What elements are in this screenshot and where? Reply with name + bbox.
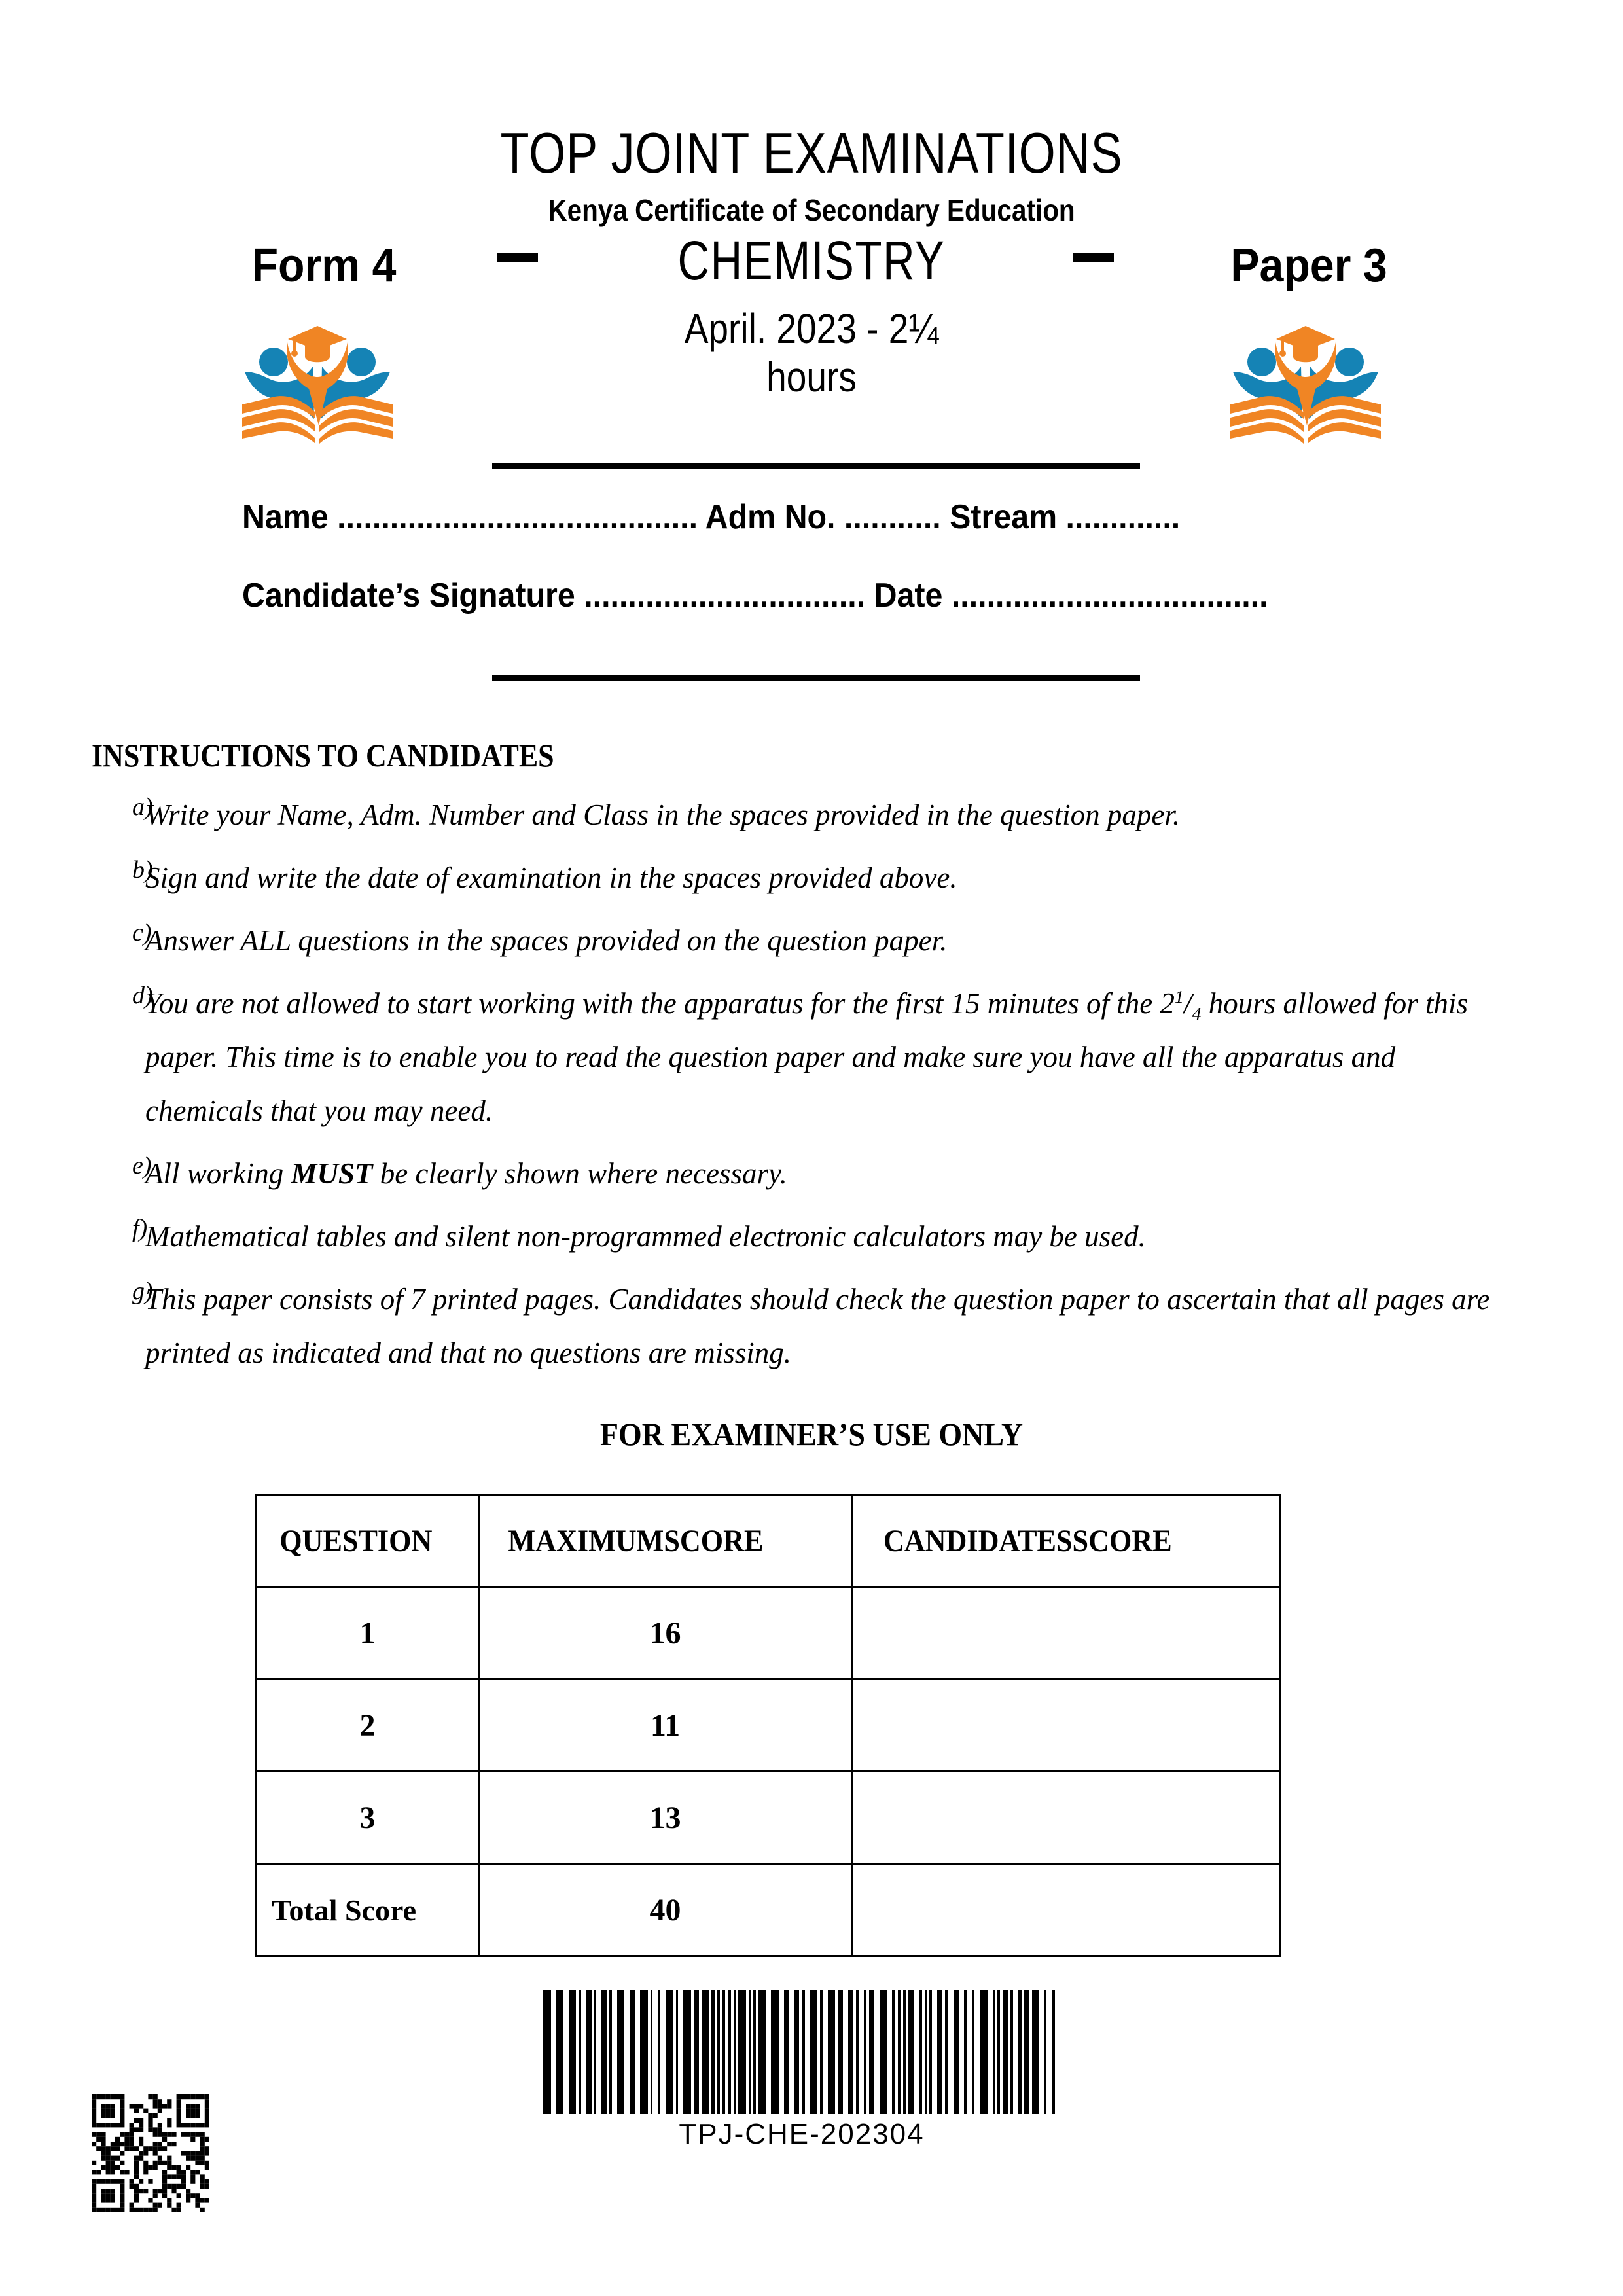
cell-question: 1 — [257, 1587, 479, 1679]
cell-question: 2 — [257, 1679, 479, 1772]
barcode-bars-icon — [543, 1990, 1060, 2114]
cell-candidate-score[interactable] — [852, 1772, 1281, 1864]
table-header-row — [257, 1495, 1281, 1587]
table-row — [257, 1587, 1281, 1679]
column-header-candidate-score: CANDIDATESSCORE — [869, 1495, 1264, 1587]
page-title: TOP JOINT EXAMINATIONS — [500, 120, 1123, 185]
paper-number-label: Paper 3 — [1230, 240, 1387, 292]
cell-candidate-score[interactable] — [852, 1679, 1281, 1772]
header-divider-top — [492, 463, 1140, 469]
cell-candidate-score[interactable] — [852, 1587, 1281, 1679]
instruction-marker: f) — [132, 1215, 148, 1243]
candidate-signature-field[interactable]: Candidate’s Signature ................................ Date .................................... — [242, 577, 1268, 615]
date-and-duration-label: April. 2023 - 2¼ hours — [684, 305, 939, 401]
instruction-item — [98, 852, 1551, 905]
instruction-text: Write your Name, Adm. Number and Class in the spaces provided in the question paper. — [145, 798, 1181, 831]
cell-total-candidate-score[interactable] — [852, 1864, 1281, 1956]
instruction-text: Answer ALL questions in the spaces provided on the question paper. — [145, 924, 948, 957]
cell-maximum-score: 11 — [479, 1679, 852, 1772]
instruction-text: Sign and write the date of examination in the spaces provided above. — [145, 861, 957, 894]
cell-maximum-score: 16 — [479, 1587, 852, 1679]
instruction-item — [98, 914, 1551, 968]
cell-question: 3 — [257, 1772, 479, 1864]
column-header-question: QUESTION — [265, 1495, 470, 1587]
table-row — [257, 1772, 1281, 1864]
instruction-item — [98, 789, 1551, 842]
subject-label: CHEMISTRY — [677, 230, 946, 291]
page-subtitle: Kenya Certificate of Secondary Education — [548, 193, 1075, 227]
instructions-heading: INSTRUCTIONS TO CANDIDATES — [92, 737, 554, 774]
qr-code-icon — [92, 2094, 209, 2212]
paper-identification-row — [0, 230, 1623, 401]
cell-maximum-score: 13 — [479, 1772, 852, 1864]
institution-logo-right-icon — [1224, 321, 1387, 448]
header-divider-bottom — [492, 675, 1140, 681]
instruction-item — [98, 1210, 1551, 1264]
barcode-label: TPJ-CHE-202304 — [679, 2118, 925, 2150]
instruction-marker: d) — [132, 981, 153, 1009]
exam-header — [0, 120, 1623, 228]
instruction-text: Mathematical tables and silent non-programmed electronic calculators may be used. — [145, 1220, 1146, 1253]
form-label: Form 4 — [251, 240, 397, 292]
institution-logo-left-icon — [236, 321, 399, 448]
instruction-marker: b) — [132, 855, 153, 884]
instruction-item — [98, 1147, 1551, 1201]
instructions-list — [98, 789, 1551, 1390]
candidate-name-field[interactable]: Name ......................................... Adm No. ........... Stream ............. — [242, 498, 1181, 536]
examiner-section-heading: FOR EXAMINER’S USE ONLY — [599, 1416, 1024, 1452]
dash-separator-left-icon — [497, 253, 538, 262]
instruction-marker: a) — [132, 793, 153, 821]
instruction-item — [98, 977, 1551, 1139]
barcode — [543, 1990, 1060, 2151]
instruction-marker: e) — [132, 1152, 152, 1180]
cell-total-maximum-score: 40 — [479, 1864, 852, 1956]
dash-separator-right-icon — [1073, 253, 1114, 262]
column-header-maximum-score: MAXIMUMSCORE — [493, 1495, 836, 1587]
cell-total-label: Total Score — [257, 1864, 479, 1956]
instruction-text: You are not allowed to start working with the apparatus for the first 15 minutes of the $2^1/_4$ hours allowed for this paper. This time is to enable you to read the question paper and make sure you have all the apparatus and chemicals that you may need. — [145, 986, 1468, 1128]
instruction-text: All working MUST be clearly shown where necessary. — [145, 1157, 787, 1191]
instruction-marker: c) — [132, 918, 152, 946]
table-row — [257, 1679, 1281, 1772]
instruction-item — [98, 1273, 1551, 1380]
instruction-text: This paper consists of 7 printed pages. Candidates should check the question paper to ascertain that all pages are printed as indicated and that no questions are missing. — [145, 1283, 1490, 1369]
examiner-score-table — [255, 1494, 1281, 1957]
instruction-marker: g) — [132, 1278, 153, 1306]
table-row-total — [257, 1864, 1281, 1956]
